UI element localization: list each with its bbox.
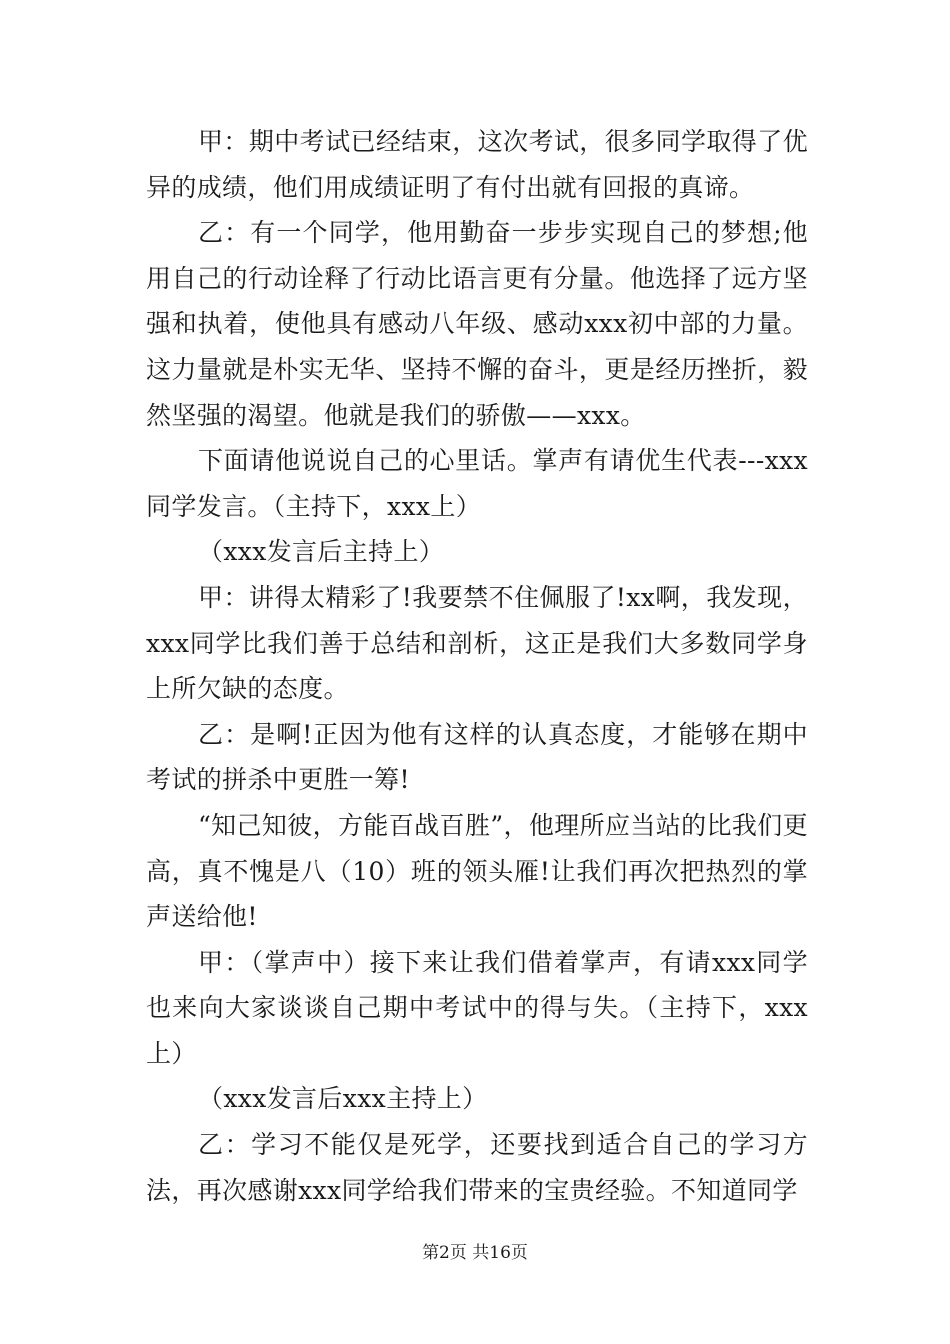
paragraph-9: （xxx发言后xxx主持上） <box>198 1084 488 1114</box>
paragraph-5: 甲：讲得太精彩了!我要禁不住佩服了!xx啊，我发现，xxx同学比我们善于总结和剖析，这正是我们大多数同学身上所欠缺的态度。 <box>146 582 808 704</box>
paragraph-7: “知己知彼，方能百战百胜”，他理所应当站的比我们更高，真不愧是八（10）班的领头雁!让我们再次把热烈的掌声送给他! <box>146 810 808 932</box>
paragraph-10: 乙：学习不能仅是死学，还要找到适合自己的学习方法，再次感谢xxx同学给我们带来的宝贵经验。不知道同学 <box>146 1130 808 1205</box>
paragraph-4: （xxx发言后主持上） <box>198 537 445 567</box>
document-body <box>146 119 808 1213</box>
paragraph-6: 乙：是啊!正因为他有这样的认真态度，才能够在期中考试的拼杀中更胜一筹! <box>146 719 808 795</box>
paragraph-1: 甲：期中考试已经结束，这次考试，很多同学取得了优异的成绩，他们用成绩证明了有付出就有回报的真谛。 <box>146 127 808 202</box>
paragraph-8: 甲：（掌声中）接下来让我们借着掌声，有请xxx同学也来向大家谈谈自己期中考试中的得与失。（主持下，xxx上） <box>146 947 808 1068</box>
page-number-footer: 第2页 共16页 <box>422 1243 528 1263</box>
paragraph-2: 乙：有一个同学，他用勤奋一步步实现自己的梦想;他用自己的行动诠释了行动比语言更有分量。他选择了远方坚强和执着，使他具有感动八年级、感动xxx初中部的力量。这力量就是朴实无华、坚持不懈的奋斗，更是经历挫折，毅然坚强的渴望。他就是我们的骄傲——xxx。 <box>146 218 808 430</box>
paragraph-3: 下面请他说说自己的心里话。掌声有请优生代表---xxx同学发言。（主持下，xxx上） <box>146 446 808 521</box>
